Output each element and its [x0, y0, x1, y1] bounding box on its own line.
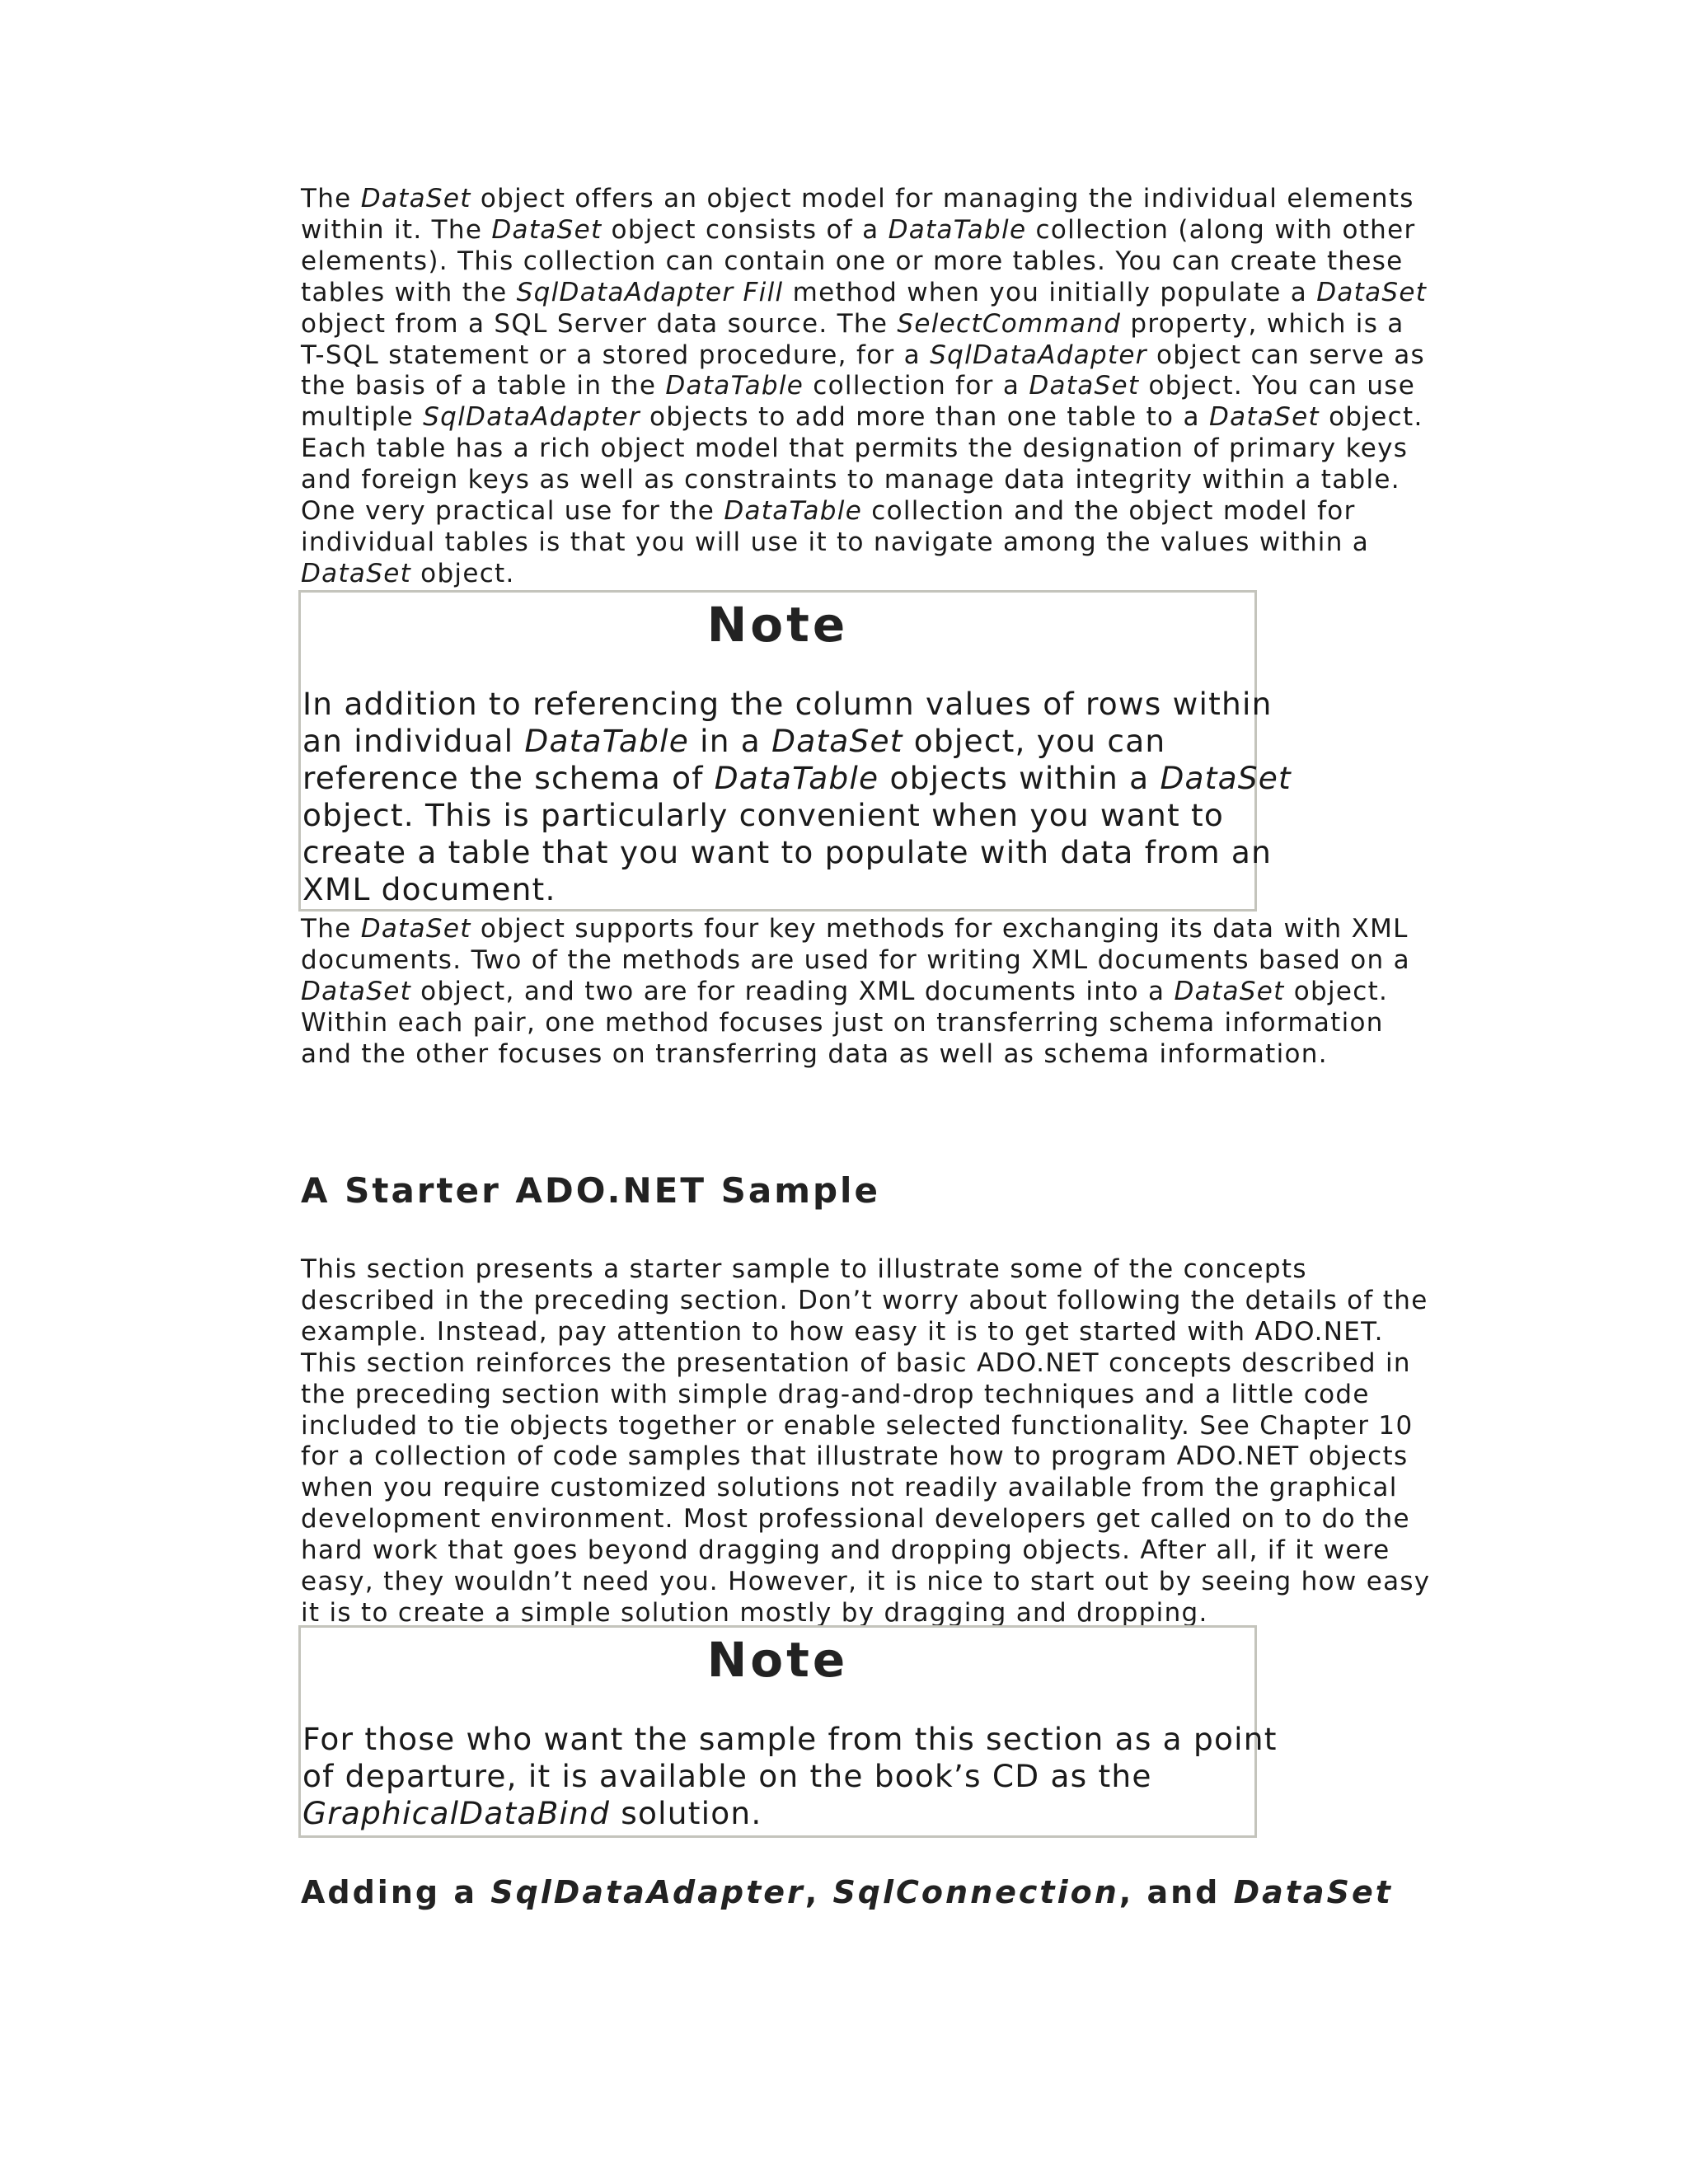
note-title: Note: [706, 1632, 849, 1688]
italic-term: SqlDataAdapter Fill: [516, 277, 784, 307]
text-line: object from a SQL Server data source. The SelectCommand property, which is a: [301, 308, 1404, 339]
text-line: individual tables is that you will use it to navigate among the values within a: [301, 527, 1370, 557]
italic-term: SqlDataAdapter: [490, 1874, 805, 1910]
xml-methods-paragraph: [301, 914, 1410, 1071]
italic-term: DataSet: [771, 723, 903, 759]
text-line: when you require customized solutions not readily available from the graphical: [301, 1473, 1398, 1503]
text-line: it is to create a simple solution mostly by dragging and dropping.: [301, 1597, 1208, 1628]
italic-term: DataTable: [888, 214, 1027, 245]
text-line: documents. Two of the methods are used for writing XML documents based on a: [301, 944, 1410, 975]
text-line: DataSet object.: [301, 558, 515, 588]
italic-term: DataTable: [714, 760, 879, 796]
italic-term: DataSet: [1233, 1874, 1393, 1910]
text-line: This section presents a starter sample to illustrate some of the concepts: [301, 1254, 1307, 1284]
italic-term: DataSet: [1208, 402, 1320, 433]
italic-term: DataSet: [301, 976, 412, 1006]
text-line: included to tie objects together or enable selected functionality. See Chapter 10: [301, 1410, 1414, 1441]
text-line: The DataSet object offers an object model for managing the individual elements: [301, 184, 1414, 213]
section-heading: A Starter ADO.NET Sample: [301, 1170, 880, 1211]
text-line: create a table that you want to populate with data from an: [302, 834, 1273, 870]
note-body: [302, 686, 1292, 908]
text-line: and the other focuses on transferring data as well as schema information.: [301, 1038, 1328, 1069]
text-line: within it. The DataSet object consists of a DataTable collection (along with other: [301, 214, 1416, 245]
text-line: reference the schema of DataTable objects within a DataSet: [302, 760, 1292, 796]
text-line: described in the preceding section. Don’t worry about following the details of the: [301, 1285, 1428, 1315]
text-line: Within each pair, one method focuses just on transferring schema information: [301, 1007, 1384, 1038]
text-line: One very practical use for the DataTable collection and the object model for: [301, 496, 1356, 527]
italic-term: DataTable: [524, 723, 689, 759]
text-line: XML document.: [302, 871, 556, 907]
italic-term: SelectCommand: [897, 308, 1122, 339]
text-line: the basis of a table in the DataTable collection for a DataSet object. You can use: [301, 371, 1416, 401]
text-line: of departure, it is available on the book’s CD as the: [302, 1758, 1152, 1794]
italic-term: SqlDataAdapter: [423, 402, 640, 433]
italic-term: DataSet: [491, 214, 603, 245]
italic-term: DataSet: [301, 558, 412, 588]
text-line: an individual DataTable in a DataSet object, you can: [302, 723, 1166, 759]
text-line: hard work that goes beyond dragging and dropping objects. After all, if it were: [301, 1535, 1390, 1566]
note-title: Note: [706, 597, 849, 653]
text-line: DataSet object, and two are for reading XML documents into a DataSet object.: [301, 976, 1389, 1006]
text-line: This section reinforces the presentation of basic ADO.NET concepts described in: [301, 1347, 1411, 1378]
italic-term: SqlConnection: [832, 1874, 1119, 1910]
text-line: example. Instead, pay attention to how easy it is to get started with ADO.NET.: [301, 1316, 1384, 1347]
text-line: In addition to referencing the column values of rows within: [302, 686, 1273, 722]
text-line: tables with the SqlDataAdapter Fill method when you initially populate a DataSet: [301, 277, 1428, 307]
italic-term: GraphicalDataBind: [302, 1795, 611, 1831]
text-line: development environment. Most professional developers get called on to do the: [301, 1504, 1410, 1535]
italic-term: DataSet: [1029, 371, 1140, 401]
italic-term: DataTable: [724, 496, 863, 527]
subsection-heading: Adding a SqlDataAdapter, SqlConnection, and DataSet: [301, 1874, 1393, 1910]
text-line: multiple SqlDataAdapter objects to add more than one table to a DataSet object.: [301, 402, 1423, 433]
italic-term: DataSet: [360, 184, 471, 213]
text-line: Each table has a rich object model that permits the designation of primary keys: [301, 434, 1409, 464]
note-box: [298, 590, 1292, 912]
text-line: T-SQL statement or a stored procedure, for a SqlDataAdapter object can serve as: [301, 340, 1426, 370]
text-line: For those who want the sample from this section as a point: [302, 1721, 1278, 1757]
text-line: elements). This collection can contain one or more tables. You can create these: [301, 246, 1404, 276]
italic-term: DataSet: [1174, 976, 1285, 1006]
italic-term: DataTable: [665, 371, 804, 401]
text-line: for a collection of code samples that illustrate how to program ADO.NET objects: [301, 1441, 1409, 1472]
starter-sample-paragraph: [301, 1254, 1431, 1629]
note-body: [302, 1721, 1278, 1832]
text-line: and foreign keys as well as constraints to manage data integrity within a table.: [301, 465, 1400, 495]
italic-term: DataSet: [1160, 760, 1292, 796]
italic-term: SqlDataAdapter: [930, 340, 1147, 370]
italic-term: DataSet: [1316, 277, 1428, 307]
text-line: The DataSet object supports four key methods for exchanging its data with XML: [301, 914, 1409, 944]
text-line: object. This is particularly convenient when you want to: [302, 797, 1225, 833]
intro-paragraph: [301, 184, 1428, 590]
note-box-cd: [298, 1625, 1278, 1838]
text-line: the preceding section with simple drag-and-drop techniques and a little code: [301, 1379, 1370, 1409]
text-line: GraphicalDataBind solution.: [302, 1795, 762, 1831]
italic-term: DataSet: [360, 914, 471, 944]
text-line: easy, they wouldn’t need you. However, it is nice to start out by seeing how easy: [301, 1567, 1431, 1597]
